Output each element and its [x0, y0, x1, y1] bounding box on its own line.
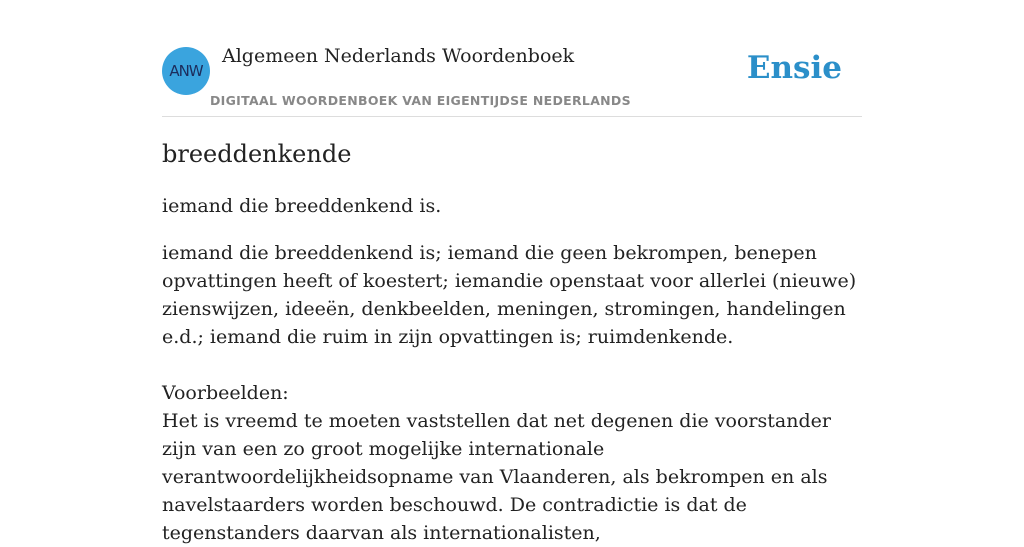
anw-logo[interactable]: ANW	[162, 47, 210, 95]
site-title[interactable]: Algemeen Nederlands Woordenboek	[222, 45, 575, 67]
examples-label: Voorbeelden:	[162, 382, 289, 404]
site-header	[162, 0, 862, 117]
long-definition: iemand die breeddenkend is; iemand die geen bekrompen, benepen opvattingen heeft of koestert; iemandie openstaat voor allerlei (nieuwe) zienswijzen, ideeën, denkbeelden, meningen, stromingen, handelingen e.d.; iemand die ruim in zijn opvattingen is; ruimdenkende.	[162, 242, 857, 348]
site-subtitle: DIGITAAL WOORDENBOEK VAN EIGENTIJDSE NEDERLANDS	[210, 93, 631, 108]
entry-content	[162, 136, 862, 544]
examples-section	[162, 379, 862, 547]
headword: breeddenkende	[162, 140, 352, 168]
ensie-brand-link[interactable]: Ensie	[746, 50, 842, 86]
short-definition: iemand die breeddenkend is.	[162, 195, 442, 217]
example-text: Het is vreemd te moeten vaststellen dat net degenen die voorstander zijn van een zo groot mogelijke internationale verantwoordelijkheidsopname van Vlaanderen, als bekrompen en als navelstaarders worden beschouwd. De contradictie is dat de tegenstanders daarvan als internationalisten,	[162, 410, 831, 544]
